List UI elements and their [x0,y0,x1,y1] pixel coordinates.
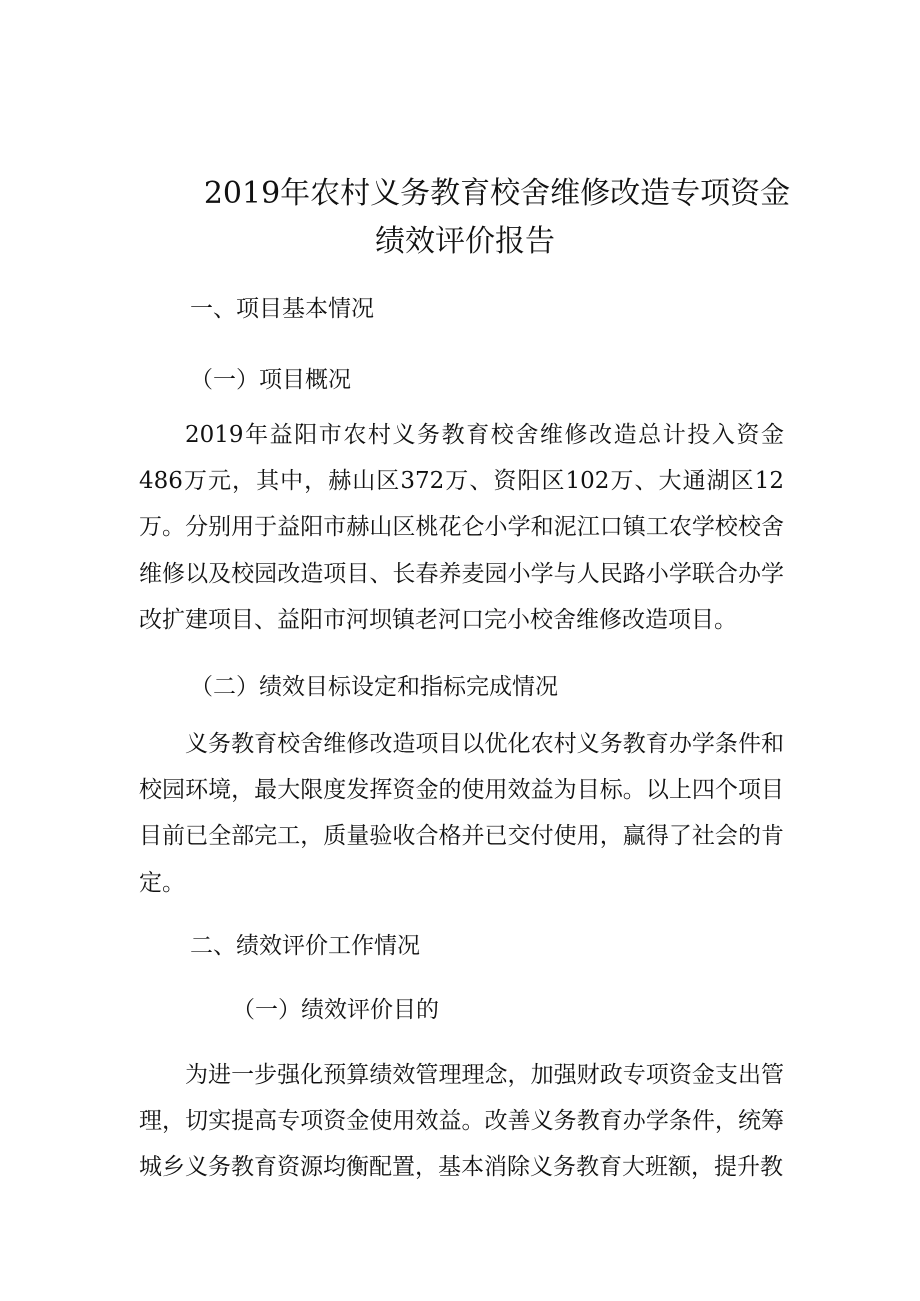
section-2-1-heading: （一）绩效评价目的 [232,997,439,1023]
section-2-heading: 二、绩效评价工作情况 [190,933,420,959]
section-1-2-heading: （二）绩效目标设定和指标完成情况 [190,674,558,700]
section-1-2-paragraph: 义务教育校舍维修改造项目以优化农村义务教育办学条件和校园环境，最大限度发挥资金的使用效益为目标。以上四个项目目前已全部完工，质量验收合格并已交付使用，赢得了社会的肯定。 [139,731,784,896]
section-1-heading: 一、项目基本情况 [190,296,374,322]
report-title-line-2: 绩效评价报告 [375,224,555,259]
section-1-1-paragraph: 2019年益阳市农村义务教育校舍维修改造总计投入资金486万元，其中，赫山区372万、资阳区102万、大通湖区12万。分别用于益阳市赫山区桃花仑小学和泥江口镇工农学校校舍维修以及校园改造项目、长春养麦园小学与人民路小学联合办学改扩建项目、益阳市河坝镇老河口完小校舍维修改造项目。 [139,422,784,633]
section-1-1-heading: （一）项目概况 [190,367,351,393]
report-title-line-1: 2019年农村义务教育校舍维修改造专项资金 [203,176,791,211]
section-2-1-paragraph: 为进一步强化预算绩效管理理念，加强财政专项资金支出管理，切实提高专项资金使用效益。改善义务教育办学条件，统筹城乡义务教育资源均衡配置，基本消除义务教育大班额，提升教 [139,1062,784,1181]
